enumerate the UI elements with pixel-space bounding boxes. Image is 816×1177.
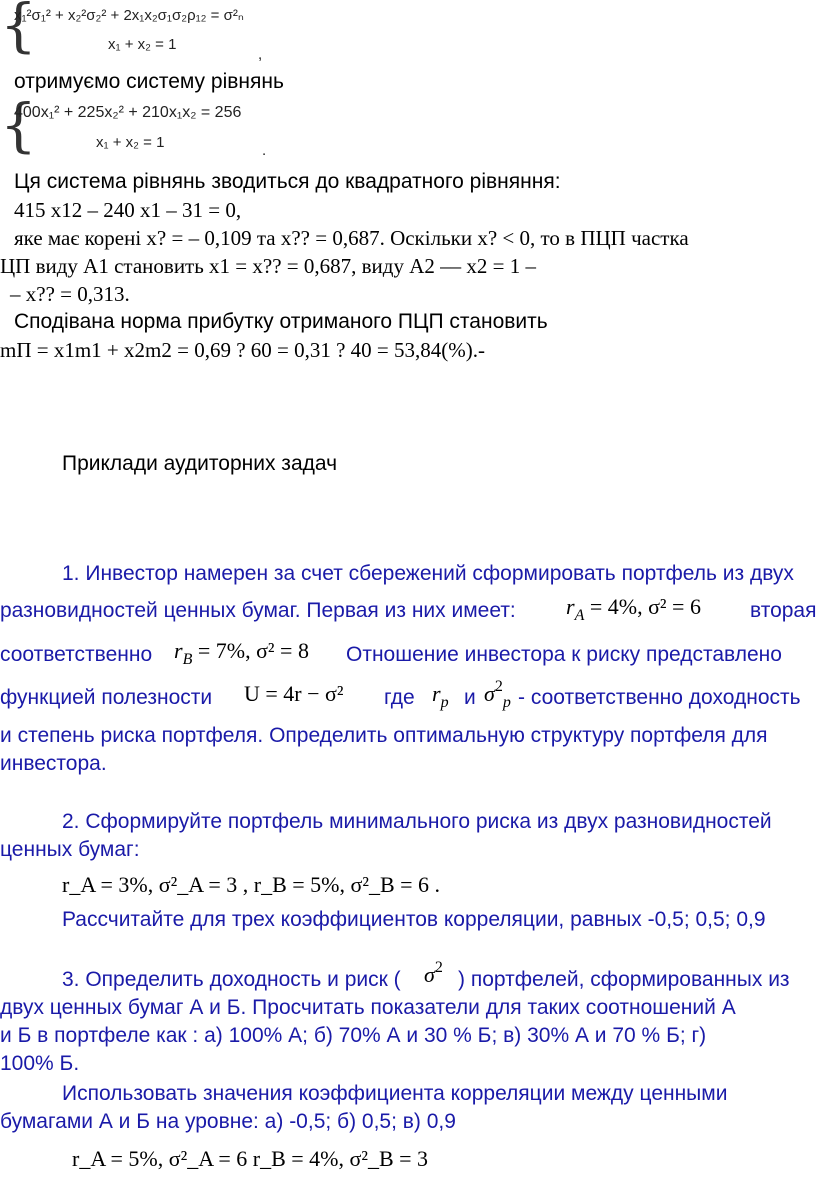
task2-line-c: Рассчитайте для трех коэффициентов корреляции, равных -0,5; 0,5; 0,9 xyxy=(62,908,766,931)
task3-line-a-start: 3. Определить доходность и риск ( xyxy=(62,968,401,991)
task1-formula-a: $r_A = 4\%$, σ² = 6 xyxy=(566,594,701,624)
task1-line-d-end: - соответственно доходность xyxy=(518,686,801,709)
text-line-3: яке має корені x? = – 0,109 та x?? = 0,687. Оскільки x? < 0, то в ПЦП частка xyxy=(14,226,689,250)
task2-line-a: 2. Сформируйте портфель минимального риска из двух разновидностей xyxy=(62,810,772,833)
task3-line-a-end: ) портфелей, сформированных из xyxy=(458,968,790,991)
task1-line-d-text: функцией полезности xyxy=(0,686,213,709)
task3-formula: r_A = 5%, σ²_A = 6 r_B = 4%, σ²_B = 3 xyxy=(72,1146,429,1171)
task3-line-d: 100% Б. xyxy=(0,1052,80,1075)
task1-line-f: инвестора. xyxy=(0,752,107,775)
system1-eq1: x₁²σ₁² + x₂²σ₂² + 2x₁x₂σ₁σ₂ρ₁₂ = σ²ₙ xyxy=(14,7,244,24)
task3-line-c: и Б в портфеле как : а) 100% А; б) 70% А и 30 % Б; в) 30% А и 70 % Б; г) xyxy=(0,1024,707,1047)
task1-line-b-end: вторая xyxy=(750,599,816,622)
task1-line-d-where: где xyxy=(384,686,415,709)
task1-line-e: и степень риска портфеля. Определить оптимальную структуру портфеля для xyxy=(0,724,768,747)
section-heading: Приклади аудиторних задач xyxy=(62,452,338,475)
task3-line-e: Использовать значения коэффициента корреляции между ценными xyxy=(62,1082,728,1105)
text-line-2: 415 x12 – 240 x1 – 31 = 0, xyxy=(14,198,242,222)
text-line-7: mП = x1m1 + x2m2 = 0,69 ? 60 = 0,31 ? 40 = 53,84(%).- xyxy=(0,338,485,362)
task1-formula-b-text: = 7%, σ² = 8 xyxy=(197,638,309,663)
system1-brace: { xyxy=(0,0,37,59)
task1-line-a: 1. Инвестор намерен за счет сбережений сформировать портфель из двух xyxy=(62,562,794,585)
task1-line-b-text: разновидностей ценных бумаг. Первая из них имеет: xyxy=(0,599,516,622)
task1-line-c-text: соответственно xyxy=(0,643,153,666)
system2-brace: { xyxy=(0,91,37,159)
task3-line-f: бумагами А и Б на уровне: а) -0,5; б) 0,5; в) 0,9 xyxy=(0,1110,456,1133)
text-line-5: – x?? = 0,313. xyxy=(10,282,130,306)
intro-line: отримуємо систему рівнянь xyxy=(14,70,284,93)
task2-line-b: ценных бумаг: xyxy=(0,838,140,861)
system2-eq2: x₁ + x₂ = 1 xyxy=(96,134,165,151)
task2-formula: r_A = 3%, σ²_A = 3 , r_B = 5%, σ²_B = 6 . xyxy=(62,872,441,897)
task1-formula-b: $r_B = 7\%$, σ² = 8 xyxy=(174,638,309,668)
task1-line-d-and: и xyxy=(464,686,476,709)
task1-formula-a-text: = 4%, σ² = 6 xyxy=(589,594,701,619)
system2-trail: . xyxy=(262,142,267,159)
task1-utility-formula: U = 4r − σ² xyxy=(244,681,344,706)
task1-line-c-end: Отношение инвестора к риску представлено xyxy=(346,643,782,666)
task1-rp-symbol: $r_p$ xyxy=(432,681,449,711)
system2-eq1: 400x₁² + 225x₂² + 210x₁x₂ = 256 xyxy=(14,104,242,121)
system1-eq2: x₁ + x₂ = 1 xyxy=(108,36,177,53)
text-line-1: Ця система рівнянь зводиться до квадратного рівняння: xyxy=(14,170,561,193)
task3-line-b: двух ценных бумаг А и Б. Просчитать показатели для таких соотношений А xyxy=(0,996,736,1019)
text-line-4: ЦП виду A1 становить x1 = x?? = 0,687, виду A2 –– x2 = 1 – xyxy=(0,254,536,278)
task3-sigma-symbol: $\sigma^2$ xyxy=(424,959,443,987)
system1-trail: , xyxy=(258,46,263,63)
text-line-6: Сподівана норма прибутку отриманого ПЦП становить xyxy=(14,310,548,333)
task1-sigma-p-symbol: $\sigma^2_p$ xyxy=(484,678,511,711)
